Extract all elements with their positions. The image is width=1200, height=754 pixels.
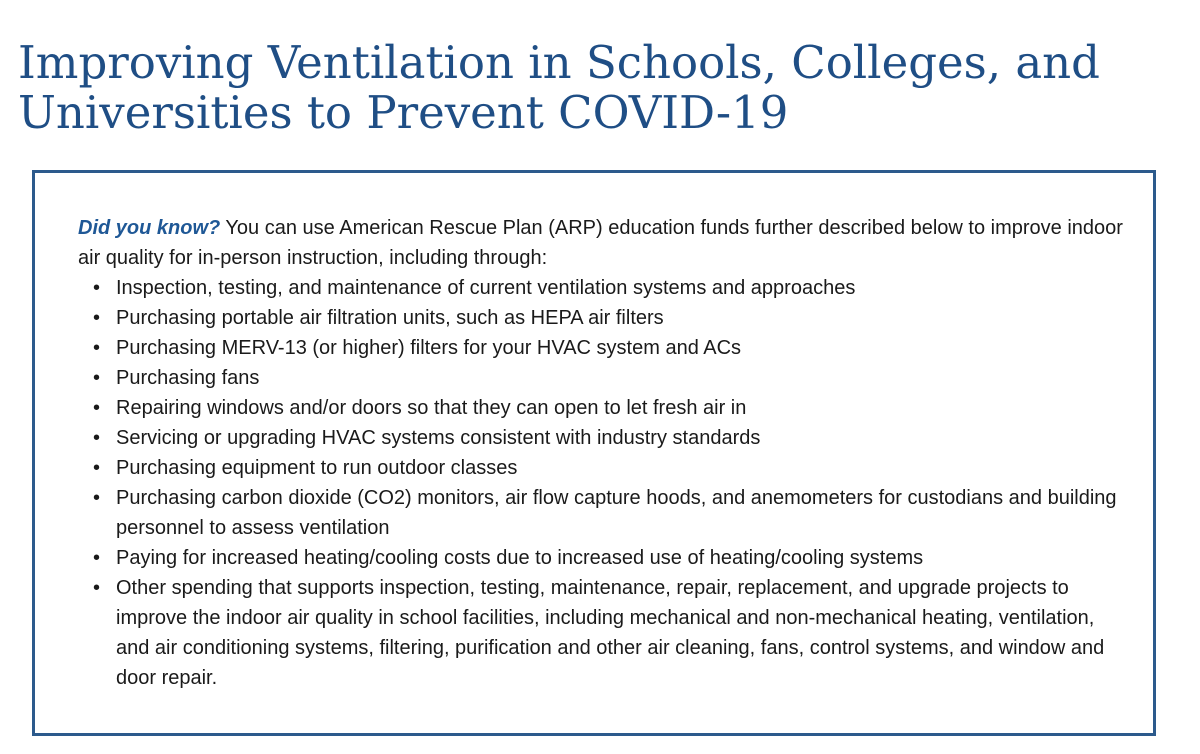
callout-intro-text: You can use American Rescue Plan (ARP) education funds further described below to improve indoor air quality for in-person instruction, including through: (78, 217, 1123, 269)
list-item: • Purchasing portable air filtration units, such as HEPA air filters (116, 303, 1128, 333)
list-item: • Purchasing MERV-13 (or higher) filters for your HVAC system and ACs (116, 333, 1128, 363)
list-item: • Inspection, testing, and maintenance of current ventilation systems and approaches (116, 273, 1128, 303)
callout-intro (78, 213, 1128, 273)
did-you-know-label: Did you know? (78, 217, 221, 239)
list-item: • Purchasing carbon dioxide (CO2) monitors, air flow capture hoods, and anemometers for custodians and building personnel to assess ventilation (116, 483, 1128, 543)
callout-body (78, 213, 1128, 693)
list-item: • Purchasing fans (116, 363, 1128, 393)
did-you-know-callout (32, 170, 1156, 736)
list-item: • Repairing windows and/or doors so that they can open to let fresh air in (116, 393, 1128, 423)
page-title: Improving Ventilation in Schools, Colleges, and Universities to Prevent COVID-19 (18, 36, 1100, 139)
ventilation-uses-list (78, 273, 1128, 693)
list-item: • Paying for increased heating/cooling costs due to increased use of heating/cooling systems (116, 543, 1128, 573)
list-item: • Purchasing equipment to run outdoor classes (116, 453, 1128, 483)
list-item: • Other spending that supports inspection, testing, maintenance, repair, replacement, and upgrade projects to improve the indoor air quality in school facilities, including mechanical and non-mechanical heating, ventilation, and air conditioning systems, filtering, purification and other air cleaning, fans, control systems, and window and door repair. (116, 573, 1128, 693)
list-item: • Servicing or upgrading HVAC systems consistent with industry standards (116, 423, 1128, 453)
